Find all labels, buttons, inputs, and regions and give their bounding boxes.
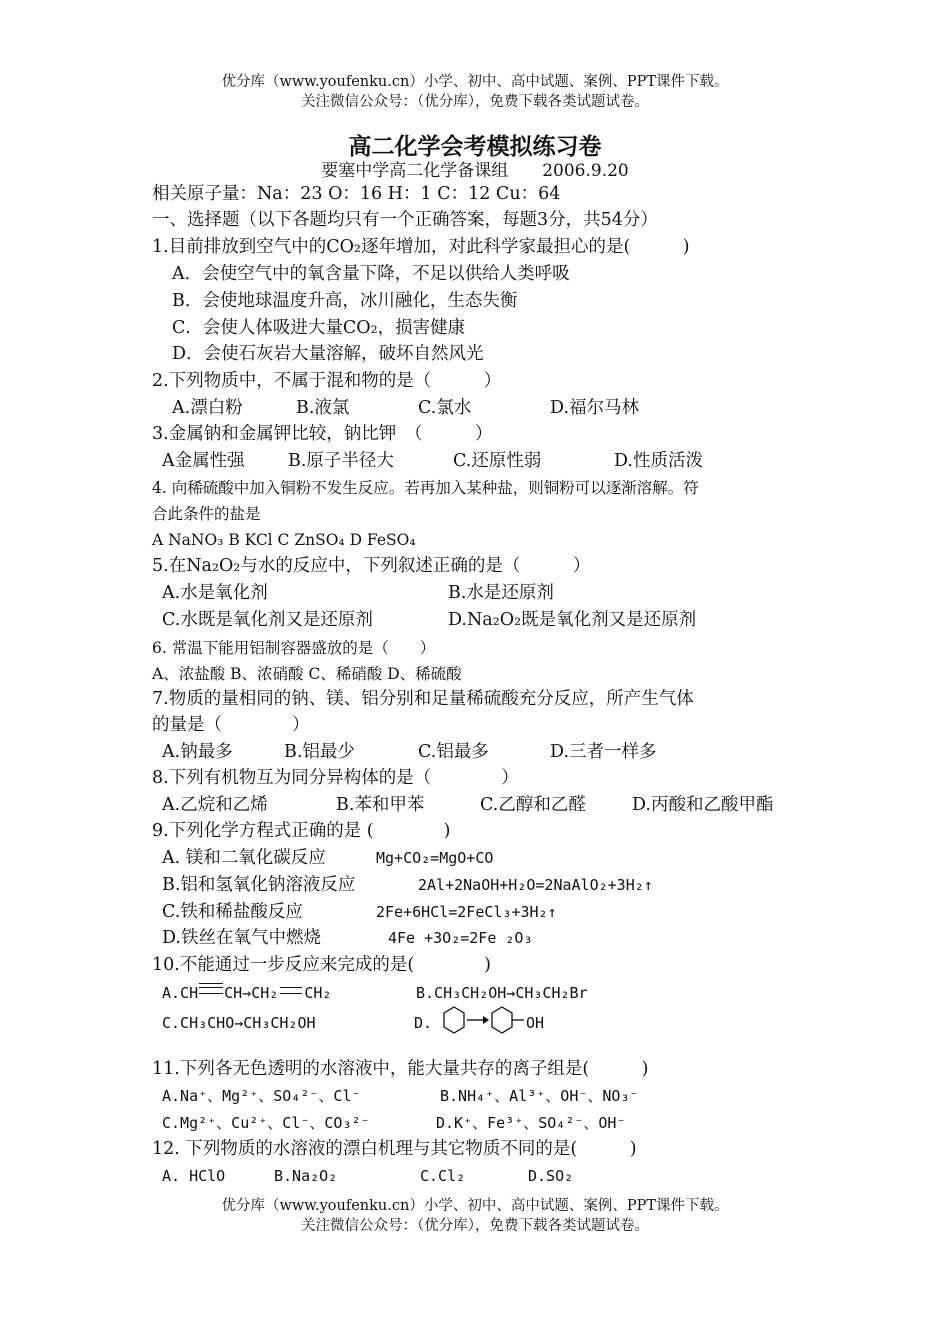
q2-option-b: B.液氯 xyxy=(296,398,350,418)
q10-a-mid: CH→CH₂ xyxy=(224,984,279,1002)
phenol-ring-icon xyxy=(492,1007,512,1033)
q10-option-b: B.CH₃CH₂OH→CH₃CH₂Br xyxy=(416,984,588,1002)
q2-option-d: D.福尔马林 xyxy=(550,398,639,418)
q10-stem: 10.不能通过一步反应来完成的是( ) xyxy=(152,955,491,975)
q12-option-d: D.SO₂ xyxy=(528,1167,574,1185)
q12-option-b: B.Na₂O₂ xyxy=(274,1167,338,1185)
q7-option-b: B.铝最少 xyxy=(284,742,355,762)
q12-stem: 12. 下列物质的水溶液的漂白机理与其它物质不同的是( ) xyxy=(152,1139,637,1159)
q4-stem-line-1: 4. 向稀硫酸中加入铜粉不发生反应。若再加入某种盐，则铜粉可以逐渐溶解。符 xyxy=(152,479,699,497)
q9-option-d-label: D.铁丝在氧气中燃烧 xyxy=(162,928,321,948)
atomic-mass-line: 相关原子量：Na：23 O：16 H：1 C：12 Cu：64 xyxy=(152,184,561,204)
q5-option-c: C.水既是氧化剂又是还原剂 xyxy=(162,610,373,630)
q8-option-b: B.苯和甲苯 xyxy=(336,795,425,815)
benzene-to-phenol-diagram xyxy=(440,1003,540,1039)
q5-stem: 5.在Na₂O₂与水的反应中，下列叙述正确的是（ ） xyxy=(152,556,591,576)
header-line-2: 关注微信公众号：（优分库），免费下载各类试题试卷。 xyxy=(301,94,649,110)
q3-option-d: D.性质活泼 xyxy=(614,451,703,471)
q3-option-a: A金属性强 xyxy=(162,451,245,471)
q1-stem: 1.目前排放到空气中的CO₂逐年增加，对此科学家最担心的是( ) xyxy=(152,237,690,257)
q11-option-c: C.Mg²⁺、Cu²⁺、Cl⁻、CO₃²⁻ xyxy=(162,1114,370,1132)
q11-stem: 11.下列各无色透明的水溶液中，能大量共存的离子组是( ) xyxy=(152,1059,649,1079)
triple-bond-icon xyxy=(199,983,223,994)
benzene-ring-icon xyxy=(444,1007,464,1033)
q3-option-c: C.还原性弱 xyxy=(453,451,542,471)
q11-option-a: A.Na⁺、Mg²⁺、SO₄²⁻、Cl⁻ xyxy=(162,1087,361,1105)
q9-option-b-equation: 2Al+2NaOH+H₂O=2NaAlO₂+3H₂↑ xyxy=(418,876,653,894)
q9-option-a-label: A. 镁和二氧化碳反应 xyxy=(162,848,326,868)
q9-option-c-label: C.铁和稀盐酸反应 xyxy=(162,902,303,922)
footer-line-1: 优分库（www.youfenku.cn）小学、初中、高中试题、案例、PPT课件下载。 xyxy=(221,1198,729,1214)
q1-option-d: D．会使石灰岩大量溶解，破坏自然风光 xyxy=(172,344,484,364)
q7-option-d: D.三者一样多 xyxy=(550,742,657,762)
q6-options: A、浓盐酸 B、浓硝酸 C、稀硝酸 D、稀硫酸 xyxy=(152,665,462,683)
q10-a-right: CH₂ xyxy=(304,984,332,1002)
q1-option-a: A．会使空气中的氧含量下降，不足以供给人类呼吸 xyxy=(172,264,570,284)
section-heading: 一、选择题（以下各题均只有一个正确答案，每题3分，共54分） xyxy=(152,210,658,230)
q11-option-b: B.NH₄⁺、Al³⁺、OH⁻、NO₃⁻ xyxy=(440,1087,639,1105)
q8-option-d: D.丙酸和乙酸甲酯 xyxy=(632,795,774,815)
q2-option-a: A.漂白粉 xyxy=(172,398,243,418)
q10-option-d-product: OH xyxy=(526,1014,545,1032)
q10-option-a xyxy=(162,981,331,1005)
q9-option-a-equation: Mg+CO₂=MgO+CO xyxy=(376,849,494,867)
q12-option-a: A. HClO xyxy=(162,1167,226,1185)
q7-option-a: A.钠最多 xyxy=(162,742,233,762)
q3-stem: 3.金属钠和金属钾比较，钠比钾 （ ） xyxy=(152,424,493,444)
q8-option-a: A.乙烷和乙烯 xyxy=(162,795,268,815)
q4-options: A NaNO₃ B KCl C ZnSO₄ D FeSO₄ xyxy=(152,531,416,549)
q12-option-c: C.Cl₂ xyxy=(420,1167,466,1185)
q11-option-d: D.K⁺、Fe³⁺、SO₄²⁻、OH⁻ xyxy=(436,1114,626,1132)
q5-option-a: A.水是氧化剂 xyxy=(162,583,268,603)
double-bond-icon xyxy=(280,987,302,994)
q10-option-c: C.CH₃CHO→CH₃CH₂OH xyxy=(162,1014,316,1032)
q8-stem: 8.下列有机物互为同分异构体的是（ ） xyxy=(152,768,519,788)
footer-line-2: 关注微信公众号：（优分库），免费下载各类试题试卷。 xyxy=(301,1218,649,1234)
q1-option-c: C．会使人体吸进大量CO₂，损害健康 xyxy=(172,318,466,338)
q5-option-b: B.水是还原剂 xyxy=(448,583,554,603)
q8-option-c: C.乙醇和乙醛 xyxy=(480,795,586,815)
q2-option-c: C.氯水 xyxy=(418,398,472,418)
q2-stem: 2.下列物质中，不属于混和物的是（ ） xyxy=(152,371,502,391)
q5-option-d: D.Na₂O₂既是氧化剂又是还原剂 xyxy=(448,610,697,630)
q1-option-b: B．会使地球温度升高，冰川融化，生态失衡 xyxy=(172,291,518,311)
q10-a-left: A.CH xyxy=(162,984,199,1002)
q4-stem-line-2: 合此条件的盐是 xyxy=(152,505,261,523)
q9-option-d-equation: 4Fe +3O₂=2Fe ₂O₃ xyxy=(388,929,533,947)
q7-stem-line-1: 7.物质的量相同的钠、镁、铝分别和足量稀硫酸充分反应，所产生气体 xyxy=(152,689,694,709)
page-title: 高二化学会考模拟练习卷 xyxy=(348,133,602,160)
q6-stem: 6. 常温下能用铝制容器盛放的是（ ） xyxy=(152,639,436,657)
q9-option-c-equation: 2Fe+6HCl=2FeCl₃+3H₂↑ xyxy=(376,903,557,921)
subtitle: 要塞中学高二化学备课组 2006.9.20 xyxy=(321,161,629,181)
q10-option-d-label: D. xyxy=(414,1014,433,1032)
q9-option-b-label: B.铝和氢氧化钠溶液反应 xyxy=(162,875,356,895)
q7-option-c: C.铝最多 xyxy=(418,742,489,762)
header-line-1: 优分库（www.youfenku.cn）小学、初中、高中试题、案例、PPT课件下载。 xyxy=(221,74,729,90)
q3-option-b: B.原子半径大 xyxy=(288,451,394,471)
q7-stem-line-2: 的量是（ ） xyxy=(152,715,310,735)
q9-stem: 9.下列化学方程式正确的是 ( ) xyxy=(152,821,451,841)
